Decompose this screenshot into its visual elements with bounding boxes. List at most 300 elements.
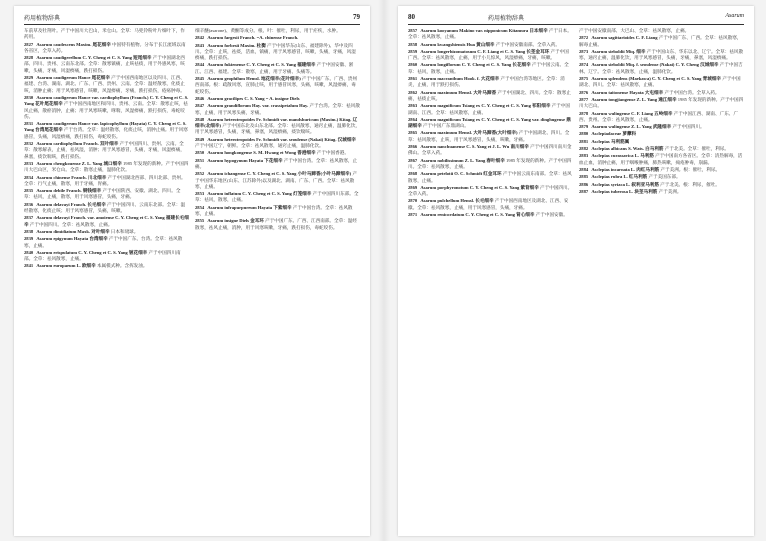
dictionary-entry bbox=[579, 49, 744, 62]
entry-description: 产于中国台湾。全草入药。 bbox=[664, 89, 720, 95]
chinese-name: 小叶马蹄香(小叶马蹄细辛) bbox=[297, 171, 352, 177]
latin-name: Asarum nobilissimum Z. L. Yang bbox=[420, 157, 486, 163]
entry-number: 2848 bbox=[195, 116, 205, 122]
chinese-name: 下紫细辛 bbox=[273, 204, 292, 210]
entry-description: 日本和琉球。 bbox=[110, 228, 139, 234]
latin-name: Asarum delavayi Franch. var. amoiense C. Y. Cheng et C. S. Yang bbox=[36, 215, 165, 221]
entry-description: 产于台湾。全草：温经散寒，化痰止咳，消肿止痛。用于风寒感冒，头痛，风湿痹痛，跌打损伤，毒蛇咬伤。 bbox=[24, 127, 188, 139]
dictionary-entry bbox=[24, 75, 189, 94]
dictionary-entry bbox=[195, 96, 360, 102]
chinese-name: 地花细辛(花叶细辛) bbox=[260, 76, 301, 82]
entry-number: 2874 bbox=[579, 62, 589, 68]
entry-description: 产于中国安徽南部。全草入药。 bbox=[495, 41, 561, 47]
latin-name: Asarum wulingense C. F. Liang bbox=[591, 110, 653, 116]
entry-description: 产于美国东部。 bbox=[648, 174, 681, 180]
entry-description: 产于中国四川。 bbox=[672, 124, 705, 130]
dictionary-entry bbox=[408, 103, 573, 116]
entry-number: 2868 bbox=[408, 171, 418, 177]
entry-description: 产于中国辽宁，朝鲜。全草：祛风散寒，通窍止痛，温肺化饮。 bbox=[195, 143, 324, 149]
chinese-name: 黄山细辛 bbox=[476, 41, 495, 47]
entry-number: 2829 bbox=[24, 75, 34, 81]
latin-name: Asclepias albicans S. Wats. bbox=[591, 146, 644, 152]
latin-name: Asarum inflatum C. Y. Cheng et C. S. Yang bbox=[207, 191, 292, 197]
chinese-name: 紫背细辛 bbox=[520, 184, 539, 190]
dictionary-entry bbox=[579, 111, 744, 124]
entry-number: 2855 bbox=[195, 218, 205, 224]
entry-description: 产于中国云南东南部。全草：祛风散寒，止痛。 bbox=[408, 171, 572, 183]
entry-number: 2864 bbox=[408, 116, 418, 122]
entry-number: 2854 bbox=[195, 204, 205, 210]
latin-name: Asarum petelotii O. C. Schmidt bbox=[420, 171, 483, 177]
chinese-name: 大屯细辛 bbox=[644, 89, 664, 95]
chinese-name: 汉城细辛 bbox=[700, 62, 719, 68]
latin-name: Asarum taitonense Hayata bbox=[591, 89, 644, 95]
dictionary-entry bbox=[408, 185, 573, 198]
entry-description: 产于中国广东、广西、贵州西南部。根：疏散风寒，宣肺止咳，用于感冒风寒，头痛，咳嗽，风湿痹痛，毒蛇咬伤。 bbox=[195, 76, 358, 94]
chinese-name: 大花细辛 bbox=[480, 76, 500, 82]
chinese-name: 萝藦科 bbox=[622, 131, 637, 137]
chinese-name: 武隆细辛 bbox=[652, 124, 672, 130]
chinese-name: 金耳环 bbox=[250, 218, 264, 224]
right-page bbox=[398, 6, 754, 536]
header-title: 药用植物辞典 bbox=[24, 15, 61, 22]
entry-description: 产于中国四川、云南东北部。全草：温经散寒，化痰止咳；用于风寒感冒，头痛，咳嗽。 bbox=[24, 201, 186, 214]
entry-description: 产于中国四川东部。全草：祛风，散寒，止痛。 bbox=[195, 191, 359, 203]
chinese-name: 尾花细辛 bbox=[91, 75, 110, 81]
chinese-name: 日本细辛 bbox=[529, 28, 548, 33]
entry-number: 2841 bbox=[24, 263, 34, 269]
dictionary-entry bbox=[24, 42, 189, 55]
latin-name: Asarum caudigerum Hance bbox=[36, 75, 91, 81]
dictionary-entry bbox=[579, 35, 744, 48]
entry-description: 产于美洲。根：催吐，利尿。 bbox=[660, 166, 721, 172]
entry-description: 产于中国湖北、四川。全草：散寒止痛，祛痰止咳。 bbox=[408, 89, 571, 101]
latin-name: Asarum sieboldii Miq. bbox=[591, 48, 636, 54]
entry-description: 产于北美。全草：催吐，利尿。 bbox=[664, 146, 730, 152]
dictionary-entry bbox=[24, 95, 189, 120]
chinese-name: 对叶细辛 bbox=[91, 228, 110, 234]
dictionary-entry bbox=[24, 141, 189, 160]
entry-description: 产于中国四川。全草：祛风散寒，止痛。 bbox=[29, 221, 113, 227]
chinese-name: 辽细辛(北细辛) bbox=[195, 116, 358, 129]
chinese-name: 大叶马蹄香(大叶细辛) bbox=[473, 130, 518, 136]
entry-description: 产于中国华东(山东、福建除外)、华中及四川。全草：止咳，祛痰，活血，镇痛，用于风寒感冒，咳嗽，头痛，牙痛，风湿痹痛，跌打损伤。 bbox=[195, 42, 356, 61]
right-col-1 bbox=[408, 28, 573, 530]
entry-number: 2858 bbox=[408, 41, 418, 47]
latin-name: Asarum erispulatum C. Y. Cheng et C. S. Yang bbox=[36, 249, 128, 255]
latin-name: Asarum chinense Franch. bbox=[36, 174, 87, 180]
latin-name: Asarum hongkongense S. M. Hwang et Wong bbox=[207, 150, 297, 156]
entry-number: 2862 bbox=[408, 89, 418, 95]
chinese-name: 杜衡 bbox=[256, 42, 266, 48]
entry-number: 2831 bbox=[24, 121, 34, 127]
dictionary-entry bbox=[579, 124, 744, 130]
entry-number: 2879 bbox=[579, 124, 589, 130]
dictionary-entry bbox=[408, 90, 573, 103]
dictionary-entry bbox=[195, 117, 360, 136]
entry-number: 2842 bbox=[195, 35, 205, 41]
dictionary-entry bbox=[24, 55, 189, 74]
dictionary-entry bbox=[579, 76, 744, 89]
chinese-name: 花叶尾花细辛 bbox=[35, 101, 63, 107]
entry-number: 2851 bbox=[195, 157, 205, 163]
chinese-name: 五岭细辛 bbox=[654, 110, 673, 116]
latin-name: Asarum longiflorum C. Y. Cheng et C. S. Yang bbox=[420, 62, 512, 68]
latin-name: Asclepias syriaca L. bbox=[591, 181, 631, 187]
entry-description: 产于中国香港。 bbox=[316, 150, 349, 156]
entry-description: 产于中国湖南、江西。全草：祛风散寒，止痛。 bbox=[408, 103, 570, 115]
entry-number: 2832 bbox=[24, 141, 34, 147]
chinese-name: 红马利筋 bbox=[628, 174, 648, 180]
chinese-name: 川北细辛 bbox=[87, 174, 107, 180]
latin-name: Asarum dimidiatum Maxk. bbox=[36, 228, 91, 234]
page-header bbox=[408, 12, 744, 25]
latin-name: Asarum geophilum Hemsl. bbox=[207, 76, 260, 82]
chinese-name: 细辛 bbox=[636, 48, 646, 54]
dictionary-entry bbox=[408, 158, 573, 171]
entry-continuation: 车前草及牡荆叶。产于中国川大巴山，米仓山。全草：马兜铃粉叶片细叶下，作药用。 bbox=[24, 28, 185, 40]
dictionary-entry bbox=[579, 62, 744, 75]
chinese-name: 汉城细辛 bbox=[337, 136, 357, 142]
latin-name: Asarum heterotropoides Fr. Schmidt var. mandshuricum (Maxim.) Kitag. bbox=[207, 116, 352, 122]
dictionary-entry bbox=[24, 263, 189, 269]
chinese-name: 青城细辛 bbox=[702, 76, 722, 82]
entry-number: 2827 bbox=[24, 41, 34, 47]
header-genus: Asarum bbox=[725, 13, 744, 19]
latin-name: Asarum fargesii Franch. bbox=[207, 35, 256, 41]
page-number: 79 bbox=[353, 13, 360, 21]
entry-description: 产于中国四川南川金佛山。全草入药。 bbox=[408, 144, 572, 156]
entry-number: 2835 bbox=[24, 188, 34, 194]
chinese-name: 春叶细辛 bbox=[486, 157, 505, 163]
entry-number: 2844 bbox=[195, 62, 205, 68]
latin-name: Asarum porphyronotum C. Y. Cheng et C. S. Yang bbox=[420, 184, 520, 190]
latin-name: Asarum pulchellum Hemsl. bbox=[420, 198, 475, 204]
chinese-name: 白马利筋 bbox=[645, 146, 664, 152]
dictionary-entry bbox=[408, 212, 573, 218]
entry-description: 产于中国广西。全草：祛风散寒，止痛，用于小儿惊风，风湿痹痛，牙痛，咳嗽。 bbox=[408, 48, 569, 61]
entry-description: 产于中国广东、台湾。全草：祛风散寒，止痛。 bbox=[24, 236, 183, 248]
dictionary-entry bbox=[579, 131, 744, 137]
entry-description: 产于台湾。全草：祛风散寒，止痛，用于风寒头痛，牙痛。 bbox=[195, 103, 360, 115]
latin-name: Asarum europaeum L. bbox=[36, 263, 81, 269]
dictionary-entry bbox=[24, 236, 189, 249]
latin-name: Asclepiadaceae bbox=[591, 131, 622, 137]
latin-name: Asarum caudigerellum C. Y. Cheng et C. S. Yang bbox=[36, 55, 132, 61]
entry-number: 2883 bbox=[579, 153, 589, 159]
left-col-1 bbox=[24, 28, 189, 530]
dictionary-entry bbox=[195, 35, 360, 41]
entry-number: 2869 bbox=[408, 184, 418, 190]
entry-number: 2867 bbox=[408, 157, 418, 163]
entry-number: 2834 bbox=[24, 174, 34, 180]
dictionary-entry bbox=[195, 158, 360, 171]
latin-name: Asarum macranthum Hook. f. bbox=[420, 76, 480, 82]
latin-name: Asarum forbesii Maxim. bbox=[207, 42, 256, 48]
dictionary-entry bbox=[24, 188, 189, 201]
entry-description: 产于中国西南地区及湖北、江西、安徽。全草：祛风散寒，止痛，用于风寒感冒，头痛，牙痛。 bbox=[408, 198, 569, 210]
entry-number: 2885 bbox=[579, 174, 589, 180]
entry-number: 2850 bbox=[195, 150, 205, 156]
chinese-name: 灯笼细辛 bbox=[292, 191, 312, 197]
entry-description: 产于中国西南地区和四川、贵州、云南。全草：散寒止咳，祛风止痛，散瘀消肿，止痛；用于风寒咳嗽，哮喘，风湿痹痛，跌打损伤，毒蛇咬伤。 bbox=[24, 101, 188, 119]
latin-name: Asarum magnificum Tsiang ex C. Y. Cheng et C. S. Yang var. dinghugense bbox=[420, 116, 566, 122]
entry-number: 2857 bbox=[408, 28, 418, 33]
dictionary-entry bbox=[408, 171, 573, 184]
entry-description: 1985 年发现的新种。产于中国四川大巴山区，米仓山。全草：散寒止痛，温肺化饮。 bbox=[24, 160, 189, 173]
chinese-name: 台湾细辛 bbox=[89, 236, 108, 242]
chinese-name: 香港细辛 bbox=[297, 150, 316, 156]
entry-continuation: 细辛醚(asarone)、黄酮等成分。根、叶：催吐，利尿，用于疟疾，水肿。 bbox=[195, 28, 341, 33]
entry-number: 2849 bbox=[195, 136, 205, 142]
latin-name: Asarum gracilipes C. S. Yang bbox=[207, 95, 265, 101]
latin-name: Asarum caudescens Maxim. bbox=[36, 41, 92, 47]
entry-description: 产于中国安徽、浙江、江西、福建。全草：散寒，止痛，用于牙痛、头痛等。 bbox=[195, 62, 354, 74]
dictionary-entry bbox=[579, 139, 744, 145]
latin-name: Asarum longerhizomatosum C. F. Liang et C. S. Yang bbox=[420, 48, 526, 54]
latin-name: Asarum ichangense C. Y. Cheng et C. S. Yang bbox=[207, 171, 297, 177]
latin-name: Asarum heterotropoides Fr. Schmidt var. seoulense (Nakai) Kitag. bbox=[207, 136, 337, 142]
chinese-name: 双叶细辛 bbox=[99, 141, 119, 147]
page-number: 80 bbox=[408, 13, 415, 21]
latin-name: Asarum maximum Hemsl. bbox=[420, 130, 473, 136]
latin-name: Asarum debile Franch. bbox=[36, 188, 82, 194]
dictionary-entry bbox=[195, 150, 360, 156]
entry-number: 2846 bbox=[195, 95, 205, 101]
entry-continuation: 产于中国安徽南部、大巴山、全草：祛风散寒，止痛。 bbox=[579, 28, 690, 33]
chinese-name: 块茎马利筋 bbox=[634, 188, 658, 194]
entry-description: 产于中国华东地区(山东、江苏除外)以及湖北、湖南、广东、广西。全草：祛风散寒，止痛。 bbox=[195, 171, 357, 189]
entry-number: 2837 bbox=[24, 215, 34, 221]
entry-description: 产于中国四川、贵州、云南。全草：散寒解表，止痛，祛风湿，消肿；用于风寒感冒，头痛，牙痛，风湿痹痛，鼻塞，痰饮喘咳，跌打损伤。 bbox=[24, 141, 185, 159]
entry-description: 产于北美。根：利尿，催吐。 bbox=[660, 181, 720, 187]
latin-name: Asarum delavayi Franch. bbox=[36, 201, 87, 207]
dictionary-entry bbox=[24, 202, 189, 215]
dictionary-entry bbox=[195, 137, 360, 150]
chinese-name: 长花细辛 bbox=[512, 62, 531, 68]
entry-description: 中国特有植物。分布于长江流域以南各省区，全草入药。 bbox=[24, 41, 186, 53]
entry-number: 2836 bbox=[24, 201, 34, 207]
chinese-name: 叙利亚马利筋 bbox=[631, 181, 659, 187]
chinese-name: 肾心细辛 bbox=[516, 212, 535, 218]
entry-description: 产于中国广东、广西。全草：祛风散寒，解毒止痛。 bbox=[579, 35, 742, 47]
entry-description: 产于中国湖北西部、四川、贵州、云南东北部。全草：散寒镇痛，止咳祛痰，用于外感风寒，咳嗽，头痛，牙痛，风湿痹痛，跌打损伤。 bbox=[24, 55, 185, 73]
latin-name: Asarum kwangshiensis Hua bbox=[420, 41, 475, 47]
latin-name: Asarum nanchuanense C. S. Yang et J. L. Wu bbox=[420, 144, 510, 150]
entry-description: 产于中国台湾。全草：祛风散寒，止痛。 bbox=[195, 157, 358, 169]
chinese-name: 红金耳环 bbox=[483, 171, 502, 177]
entry-description: 产于中国广东、广西、江西南部。全草：温经散寒，祛风止痛，消肿，用于风寒咳嗽，牙痛，跌打损伤，毒蛇咬伤。 bbox=[195, 218, 357, 230]
dictionary-entry bbox=[24, 250, 189, 263]
latin-name: Asarum sieboldii Miq. f. seoulense (Nakai) C. Y. Cheng bbox=[591, 62, 699, 68]
entry-description: 产于中国广东鼎湖山。 bbox=[422, 123, 469, 129]
entry-number: 2871 bbox=[408, 212, 418, 218]
latin-name: Asarum infrapurpureum Hayata bbox=[207, 204, 273, 210]
latin-name: Asclepias incarnata L. bbox=[591, 166, 636, 172]
dictionary-entry bbox=[195, 43, 360, 62]
dictionary-entry bbox=[195, 62, 360, 75]
chinese-name: 台湾尾花细辛 bbox=[35, 127, 63, 133]
entry-description: 产于美洲。 bbox=[658, 188, 682, 194]
chinese-name: 大叶马蹄香 bbox=[473, 89, 497, 95]
left-page bbox=[14, 6, 370, 536]
dictionary-entry bbox=[195, 171, 360, 190]
latin-name: Asarum insigne Diels bbox=[207, 218, 249, 224]
entry-description: 产于中国江西、湖南、广东、广西、贵州。全草：祛风散寒，止痛。 bbox=[579, 110, 738, 122]
entry-number: 2873 bbox=[579, 48, 589, 54]
chinese-name: 祁阳细辛 bbox=[532, 103, 551, 109]
dictionary-entry bbox=[195, 205, 360, 218]
right-col-2 bbox=[579, 28, 744, 530]
chinese-name: 皱花细辛 bbox=[128, 249, 148, 255]
entry-number: 2852 bbox=[195, 171, 205, 177]
entry-number: 2887 bbox=[579, 188, 589, 194]
book-gutter bbox=[378, 0, 390, 541]
entry-description: 1985 年发现的新种。产于中国四川。全草：祛风散寒，止痛。 bbox=[408, 157, 572, 169]
entry-description: 产于中国陕西、安徽、湖北、四川。全草：祛风，止痛，散寒，用于风寒感冒，头痛，牙痛。 bbox=[24, 188, 181, 200]
latin-name: Asarum splendens (Maekawa) C. Y. Cheng et C. S. Yang bbox=[591, 76, 702, 82]
latin-name: Asarum maximum Hemsl. bbox=[420, 89, 473, 95]
chinese-name: 马利筋 bbox=[640, 153, 654, 159]
dictionary-entry bbox=[408, 117, 573, 130]
chinese-name: 长茎金耳环 bbox=[526, 48, 550, 54]
entry-description: 产于中国四川南部。全草：祛风散寒，止痛。 bbox=[24, 249, 181, 262]
entry-description: 本属模式种。含挥发油。 bbox=[96, 263, 148, 269]
chinese-name: 长毛细辛 bbox=[87, 201, 106, 207]
latin-name: Asclepias tuberosa L. bbox=[591, 188, 634, 194]
entry-number: 2859 bbox=[408, 48, 418, 54]
latin-name: Asarum grandiflorum Hay. var. crassipetalum Hay. bbox=[207, 103, 309, 109]
dictionary-entry bbox=[408, 198, 573, 211]
dictionary-entry bbox=[579, 189, 744, 195]
dictionary-entry bbox=[579, 182, 744, 188]
entry-description: 产于中国台湾。全草：祛风散寒，止痛。 bbox=[195, 204, 353, 217]
latin-name: Asarum epigynum Hayata bbox=[36, 236, 89, 242]
entry-description: 产于中国吉林、辽宁。全草：祛风散寒，止痛，温肺化饮。 bbox=[579, 62, 743, 74]
entry-number: 2866 bbox=[408, 144, 418, 150]
chinese-name: 城口细辛 bbox=[103, 160, 122, 166]
entry-description: 产于中国山东、华东以北、辽宁。全草：祛风散寒，通窍止痛，温肺化饮，用于风寒感冒，头痛，牙痛，鼻塞，风湿痹痛。 bbox=[579, 48, 744, 61]
chinese-name: 下花细辛 bbox=[264, 157, 283, 163]
entry-number: 2865 bbox=[408, 130, 418, 136]
latin-name: Asarum hypogynum Hayata bbox=[207, 157, 263, 163]
dictionary-entry bbox=[24, 175, 189, 188]
latin-name: Asclepias rubra L. bbox=[591, 174, 628, 180]
chinese-name: 福建长毛细辛 bbox=[24, 215, 189, 227]
dictionary-entry bbox=[408, 62, 573, 75]
entry-number: 2830 bbox=[24, 94, 34, 100]
entry-description: 产于中国湖北、四川。全草：祛风散寒，止痛。 bbox=[579, 76, 741, 88]
dictionary-entry bbox=[579, 167, 744, 173]
latin-name: Asarum caudigerum Hance var. cardiophyllum (Franch.) C. Y. Cheng et C. S. Yang bbox=[24, 94, 189, 107]
dictionary-entry bbox=[24, 121, 189, 140]
entry-description: 1985 年发现的新种。产于中国四川大巴山。 bbox=[579, 96, 744, 109]
entry-number: 2876 bbox=[579, 89, 589, 95]
entry-number: 2877 bbox=[579, 96, 589, 102]
entry-number: 2880 bbox=[579, 131, 589, 137]
entry-description: 产于中国四川。全草入药。 bbox=[408, 184, 573, 197]
page-header bbox=[24, 12, 360, 25]
entry-number: 2838 bbox=[24, 228, 34, 234]
dictionary-entry bbox=[408, 130, 573, 143]
entry-number: 2870 bbox=[408, 198, 418, 204]
latin-name: Asarum cardiophyllum Franch. bbox=[36, 141, 99, 147]
chinese-name: = A. insigne Diels bbox=[265, 95, 300, 101]
latin-name: Asarum magnificum Tsiang ex C. Y. Cheng et C. S. Yang bbox=[420, 103, 531, 109]
entry-number: 2886 bbox=[579, 181, 589, 187]
entry-number: 2861 bbox=[408, 76, 418, 82]
entry-number: 2882 bbox=[579, 146, 589, 152]
latin-name: Asarum chengkouense Z. L. Yang bbox=[36, 160, 103, 166]
dictionary-entry bbox=[24, 161, 189, 174]
entry-number: 2840 bbox=[24, 249, 34, 255]
latin-name: Asclepias curassavica L. bbox=[591, 153, 639, 159]
chinese-name: 尾花细辛 bbox=[92, 41, 111, 47]
header-title: 药用植物辞典 bbox=[488, 15, 525, 22]
entry-number: 2843 bbox=[195, 42, 205, 48]
entry-number: 2875 bbox=[579, 76, 589, 82]
entry-description: 产于日本。全草：祛风散寒，止痛。 bbox=[408, 28, 572, 40]
latin-name: Asarum renicordatum C. Y. Cheng et C. S. Yang bbox=[420, 212, 515, 218]
chinese-name: 南川细辛 bbox=[510, 144, 529, 150]
dictionary-entry bbox=[408, 144, 573, 157]
dictionary-entry bbox=[408, 42, 573, 48]
entry-number: 2881 bbox=[579, 138, 589, 144]
entry-number: 2853 bbox=[195, 191, 205, 197]
chinese-name: 福建细辛 bbox=[297, 62, 316, 68]
entry-number: 2860 bbox=[408, 62, 418, 68]
entry-number: 2847 bbox=[195, 103, 205, 109]
entry-number: 2863 bbox=[408, 103, 418, 109]
latin-name: Asarum caudigerum Hance var. lapicophyllum (Hayata) C. Y. Cheng et C. S. Yang bbox=[24, 121, 187, 133]
entry-number: 2833 bbox=[24, 160, 34, 166]
chinese-name: =A. chinense Franch. bbox=[256, 35, 299, 41]
latin-name: Asarum wulingense Z. L. Yang bbox=[591, 124, 652, 130]
chinese-name: 鼎湖细辛 bbox=[408, 116, 571, 129]
latin-name: Asarum sagittarioides C. F. Liang bbox=[591, 35, 658, 41]
chinese-name: 马利筋属 bbox=[610, 138, 630, 144]
entry-description: 产于中国云南。全草：祛风，散寒，止痛。 bbox=[408, 62, 569, 74]
chinese-name: 肉红马利筋 bbox=[636, 166, 660, 172]
dictionary-entry bbox=[195, 218, 360, 231]
dictionary-entry bbox=[408, 28, 573, 41]
latin-name: Asarum tongjiangense Z. L. Yang bbox=[591, 96, 658, 102]
entry-number: 2884 bbox=[579, 166, 589, 172]
chinese-name: 长毛细辛 bbox=[475, 198, 494, 204]
entry-number: 2845 bbox=[195, 76, 205, 82]
entry-description: 产于中国台湾等地区。全草：消炎，止痛，用于跌打损伤。 bbox=[408, 76, 565, 88]
chinese-name: 通江细辛 bbox=[658, 96, 677, 102]
dictionary-entry bbox=[579, 174, 744, 180]
entry-number: 2828 bbox=[24, 55, 34, 61]
entry-description: 产于中国湖北西部、四川北部、贵州。全草：行气止痛，散寒，用于牙痛，胃痛。 bbox=[24, 174, 186, 186]
dictionary-entry bbox=[579, 90, 744, 96]
chinese-name: 欧细辛 bbox=[81, 263, 96, 269]
dictionary-entry bbox=[579, 97, 744, 110]
entry-number: 2878 bbox=[579, 110, 589, 116]
chinese-name: 短尾细辛 bbox=[133, 55, 152, 61]
latin-name: Asarum fukienense C. Y. Cheng et C. S. Yang bbox=[207, 62, 296, 68]
entry-number: 2839 bbox=[24, 236, 34, 242]
dictionary-entry bbox=[195, 103, 360, 116]
latin-name: Asarum kooyanum Makino var. nipponicum Kitamura bbox=[420, 28, 529, 33]
entry-description: 产于中国东北及山东北部。全草：祛风散寒，通窍止痛，温肺化饮，用于风寒感冒，头痛，牙痛，鼻塞，风湿痹痛，痰饮喘咳。 bbox=[195, 123, 360, 135]
entry-description: 产于中国湖北、四川。全草：祛风散寒，止咳，用于风寒感冒，头痛，咳嗽，牙痛。 bbox=[408, 130, 570, 142]
entry-description: 产于中国南方各省区。全草：清热解毒，活血止血，消肿止痛，用于咽喉肿痛，肺热咳嗽，痈疮肿毒，崩漏。 bbox=[579, 153, 743, 165]
entry-description: 产于中国西南地区以及四川、江西、福建、台湾、湖南、湖北、广东、广西、贵州、云南。全草：温经散寒，化痰止咳，消肿止痛；用于风寒感冒，咳嗽，风湿痹痛，牙痛，跌打损伤，疮疡肿毒。 bbox=[24, 75, 185, 93]
left-col-2 bbox=[195, 28, 360, 530]
chinese-name: 铜钱细辛 bbox=[82, 188, 102, 194]
